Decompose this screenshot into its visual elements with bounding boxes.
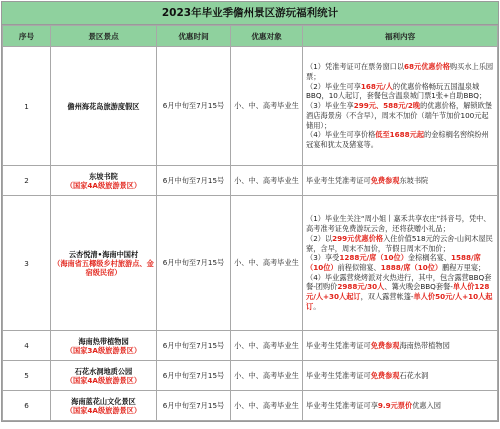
benefit-text: 鹏程万里宴；: [442, 263, 486, 272]
benefit-highlight: 低至1688元起: [375, 130, 425, 140]
header-number: 序号: [3, 26, 51, 47]
spot-rating: （国家3A级旅游景区）: [65, 345, 142, 355]
table-row: [3, 166, 498, 196]
table-row: [3, 47, 498, 166]
benefit-text: （4）毕业露营烧烤派对火热进行，其中，包含露营BBQ套餐-团购价: [306, 272, 492, 292]
header-benefits: 福利内容: [303, 26, 498, 47]
target-cell: 小、中、高考毕业生: [231, 361, 303, 391]
row-number: 1: [3, 47, 51, 166]
row-number: 4: [3, 331, 51, 361]
time-cell: 6月中旬至7月15号: [157, 361, 231, 391]
benefit-text: （3）毕业生享: [306, 101, 354, 111]
benefit-highlight: 1588/席（10位）: [306, 253, 481, 272]
benefits-cell: [303, 391, 498, 421]
benefit-highlight: 1888/席（10位）: [380, 263, 443, 272]
benefit-text: 。: [313, 301, 321, 311]
benefit-highlight: 单人价50元/人+10人起订: [306, 292, 493, 311]
target-cell: 小、中、高考毕业生: [231, 166, 303, 196]
header-spot: 景区景点: [51, 26, 157, 47]
spot-rating: （国家4A级旅游景区）: [65, 375, 142, 385]
benefit-text: 的优惠价格畅玩五国温泉城BBQ，10人起订，套餐包含温泉城门票1张+自助BBQ；: [306, 81, 487, 101]
time-cell: 6月中旬至7月15号: [157, 331, 231, 361]
time-cell: 6月中旬至7月15号: [157, 196, 231, 331]
benefit-text: 东坡书院: [399, 175, 429, 185]
benefits-table-container: [1, 1, 499, 422]
spot-name: 东坡书院: [89, 171, 118, 181]
benefit-text: （1）毕业生关注“周小姐丨嘉禾共享农庄”抖音号，凭中、高考准考证免费游玩云舍，还将获赠小礼品；: [306, 214, 491, 234]
benefit-text: 海南热带植物园: [399, 340, 450, 350]
header-row: [3, 26, 498, 47]
spot-cell: [51, 47, 157, 166]
benefit-highlight: 1288元/席（10位）: [339, 253, 408, 263]
benefit-text: 入住价值518元的云舍-山间木屋民寮，含早，周末不加价，节假日周末不加价；: [306, 233, 493, 253]
benefit-line: [306, 214, 494, 233]
benefit-text: （3）享受: [306, 253, 340, 263]
spot-name: 海南热带植物园: [78, 336, 129, 346]
row-number: 6: [3, 391, 51, 421]
benefit-text: ，双人露营帐篷-: [360, 292, 414, 302]
benefit-line: [306, 176, 494, 186]
table-row: [3, 331, 498, 361]
benefit-text: 前程似锦宴、: [337, 263, 381, 272]
benefit-highlight: 免费参观: [370, 370, 400, 380]
benefits-table: [2, 25, 498, 421]
spot-cell: [51, 361, 157, 391]
time-cell: 6月中旬至7月15号: [157, 391, 231, 421]
benefit-line: [306, 62, 494, 81]
benefits-cell: [303, 166, 498, 196]
benefit-line: [306, 371, 494, 381]
benefit-line: [306, 273, 494, 312]
spot-name: 云杏悦清•海南中国村: [68, 249, 139, 259]
benefit-line: [306, 130, 494, 149]
benefit-text: 金棕榈名宴、: [407, 253, 452, 263]
benefit-highlight: 2988元/30人: [337, 282, 385, 292]
spot-rating: （海南省五椰级乡村旅游点、金宿级民宿）: [53, 258, 154, 277]
benefit-line: [306, 101, 494, 130]
benefit-highlight: 168元/人: [360, 81, 393, 91]
benefit-highlight: 68元优惠价格: [404, 62, 450, 72]
spot-cell: [51, 196, 157, 331]
target-cell: 小、中、高考毕业生: [231, 196, 303, 331]
benefits-cell: [303, 361, 498, 391]
benefit-text: 毕业考生凭准考证可: [306, 175, 371, 185]
benefit-text: （2）以: [306, 233, 333, 243]
benefit-text: 、篝火晚会BBQ套餐-: [384, 282, 453, 292]
benefit-text: 的优惠价格，解锁欧堡酒店海景房（不含早），周末不加价（端午节加价100元起储用）；: [306, 101, 492, 130]
header-target: 优惠对象: [231, 26, 303, 47]
spot-cell: [51, 331, 157, 361]
benefit-highlight: 单人价128元/人+30人起订: [306, 282, 490, 302]
spot-name: 石花水洞地质公园: [74, 366, 133, 376]
time-cell: 6月中旬至7月15号: [157, 47, 231, 166]
benefit-text: （2）毕业生可享: [306, 81, 361, 91]
header-time: 优惠时间: [157, 26, 231, 47]
benefit-line: [306, 253, 494, 272]
benefits-cell: [303, 331, 498, 361]
row-number: 5: [3, 361, 51, 391]
benefit-text: 购买水上乐园票；: [306, 62, 494, 81]
spot-cell: [51, 391, 157, 421]
benefit-text: （1）凭准考证可在票务窗口以: [306, 62, 405, 72]
benefit-text: 优惠入园: [412, 400, 441, 410]
table-row: [3, 361, 498, 391]
spot-cell: [51, 166, 157, 196]
benefit-text: 的金棕榈名窖缤纷州冠宴和犹太及猪宴等。: [306, 130, 489, 150]
time-cell: 6月中旬至7月15号: [157, 166, 231, 196]
benefit-line: [306, 401, 494, 411]
benefit-text: 毕业考生凭准考证可: [306, 340, 371, 350]
benefit-highlight: 9.9元票价: [377, 400, 413, 410]
benefit-highlight: 299元、588元/2晚: [353, 101, 421, 111]
benefit-line: [306, 82, 494, 101]
benefits-cell: [303, 47, 498, 166]
benefit-highlight: 299元优惠价格: [332, 233, 384, 243]
row-number: 3: [3, 196, 51, 331]
spot-name: 儋州海花岛旅游度假区: [67, 101, 140, 111]
benefit-text: 毕业考生凭准考证可: [306, 370, 371, 380]
spot-name: 海南蓝花山文化景区: [71, 396, 136, 406]
target-cell: 小、中、高考毕业生: [231, 47, 303, 166]
spot-rating: （国家4A级旅游景区）: [65, 405, 142, 415]
row-number: 2: [3, 166, 51, 196]
target-cell: 小、中、高考毕业生: [231, 391, 303, 421]
benefits-cell: [303, 196, 498, 331]
benefit-highlight: 免费参观: [370, 175, 400, 185]
benefit-line: [306, 234, 494, 253]
spot-rating: （国家4A级旅游景区）: [65, 180, 142, 190]
benefit-highlight: 免费参观: [370, 340, 400, 350]
benefit-line: [306, 341, 494, 351]
benefit-text: 石花水洞: [399, 370, 429, 380]
benefit-text: （4）毕业生可享价格: [306, 130, 376, 140]
benefit-text: 毕业考生凭准考证可享: [306, 400, 378, 410]
table-title: 2023年毕业季儋州景区游玩福利统计: [2, 2, 498, 25]
table-row: [3, 391, 498, 421]
target-cell: 小、中、高考毕业生: [231, 331, 303, 361]
table-row: [3, 196, 498, 331]
